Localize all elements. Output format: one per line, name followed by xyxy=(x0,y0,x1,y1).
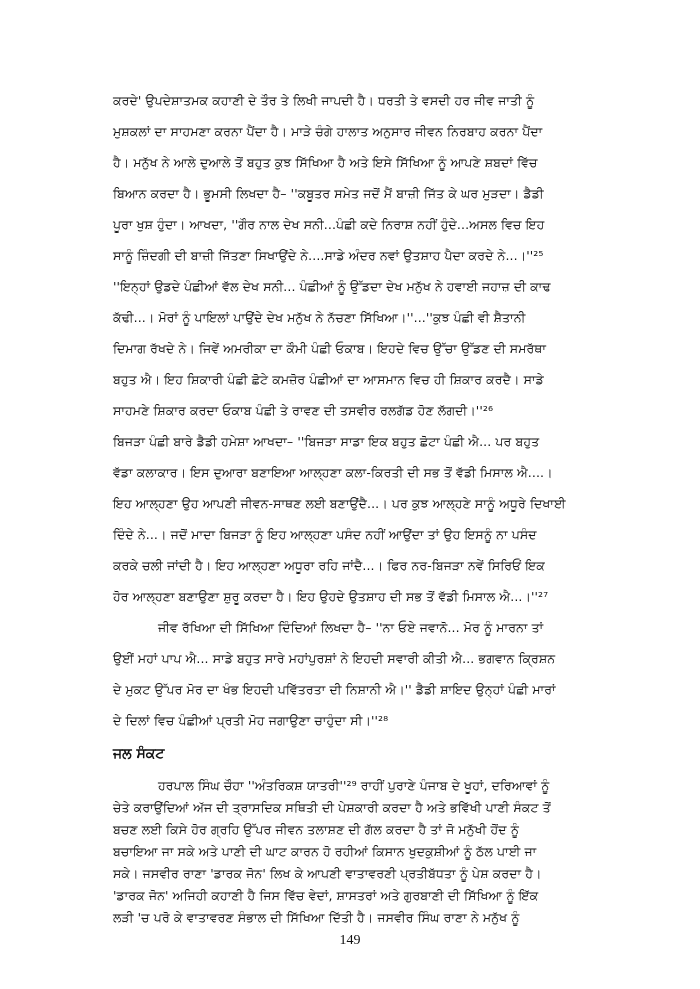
section-heading: ਜਲ ਸੰਕਟ xyxy=(113,746,165,762)
text-line: ਦਿੰਦੇ ਨੇ...। ਜਦੋਂ ਮਾਦਾ ਬਿਜੜਾ ਨੂੰ ਇਹ ਆਲ੍ਹਣਾ ਪਸੰਦ ਨਹੀਂ ਆਉਂਦਾ ਤਾਂ ਉਹ ਇਸਨੂੰ ਨਾ ਪਸੰਦ xyxy=(113,527,537,542)
text-line: ਹੋਰ ਆਲ੍ਹਣਾ ਬਣਾਉਣਾ ਸ਼ੁਰੂ ਕਰਦਾ ਹੈ। ਇਹ ਉਹਦੇ ਉਤਸ਼ਾਹ ਦੀ ਸਭ ਤੋਂ ਵੱਡੀ ਮਿਸਾਲ ਐ...।''²⁷ xyxy=(113,589,549,604)
text-line: ਬਹੁਤ ਐ। ਇਹ ਸ਼ਿਕਾਰੀ ਪੰਛੀ ਛੋਟੇ ਕਮਜ਼ੋਰ ਪੰਛੀਆਂ ਦਾ ਆਸਮਾਨ ਵਿਚ ਹੀ ਸ਼ਿਕਾਰ ਕਰਦੈ। ਸਾਡੇ xyxy=(113,372,544,387)
text-line: ਸਾਨੂੰ ਜ਼ਿੰਦਗੀ ਦੀ ਬਾਜ਼ੀ ਜਿੱਤਣਾ ਸਿਖਾਉਂਦੇ ਨੇ....ਸਾਡੇ ਅੰਦਰ ਨਵਾਂ ਉਤਸ਼ਾਹ ਪੈਦਾ ਕਰਦੇ ਨੇ...।''²⁵ xyxy=(113,248,544,263)
text-line: ਚੇਤੇ ਕਰਾਉਂਦਿਆਂ ਅੱਜ ਦੀ ਤ੍ਰਾਸਦਿਕ ਸਥਿਤੀ ਦੀ ਪੇਸ਼ਕਾਰੀ ਕਰਦਾ ਹੈ ਅਤੇ ਭਵਿੱਖੀ ਪਾਣੀ ਸੰਕਟ ਤੋਂ xyxy=(113,800,551,815)
text-line: ਦੇ ਮੁਕਟ ਉੱਪਰ ਮੋਰ ਦਾ ਖੰਭ ਇਹਦੀ ਪਵਿੱਤਰਤਾ ਦੀ ਨਿਸ਼ਾਨੀ ਐ।'' ਡੈਡੀ ਸ਼ਾਇਦ ਉਨ੍ਹਾਂ ਪੰਛੀ ਮਾਰਾਂ xyxy=(113,682,556,697)
text-line: ਉਈਂ ਮਹਾਂ ਪਾਪ ਐ... ਸਾਡੇ ਬਹੁਤ ਸਾਰੇ ਮਹਾਂਪੁਰਸ਼ਾਂ ਨੇ ਇਹਦੀ ਸਵਾਰੀ ਕੀਤੀ ਐ... ਭਗਵਾਨ ਕ੍ਰਿਸ਼ਨ xyxy=(113,651,556,666)
text-line: ਹੈ। ਮਨੁੱਖ ਨੇ ਆਲੇ ਦੁਆਲੇ ਤੋਂ ਬਹੁਤ ਕੁਝ ਸਿੱਖਿਆ ਹੈ ਅਤੇ ਇਸੇ ਸਿੱਖਿਆ ਨੂੰ ਆਪਣੇ ਸ਼ਬਦਾਂ ਵਿੱਚ xyxy=(113,155,538,170)
text-line: ਮੁਸ਼ਕਲਾਂ ਦਾ ਸਾਹਮਣਾ ਕਰਨਾ ਪੈਂਦਾ ਹੈ। ਮਾੜੇ ਚੰਗੇ ਹਾਲਾਤ ਅਨੁਸਾਰ ਜੀਵਨ ਨਿਰਬਾਹ ਕਰਨਾ ਪੈਂਦਾ xyxy=(113,124,543,139)
text-line: ਬਚਾਇਆ ਜਾ ਸਕੇ ਅਤੇ ਪਾਣੀ ਦੀ ਘਾਟ ਕਾਰਨ ਹੋ ਰਹੀਆਂ ਕਿਸਾਨ ਖੁਦਕੁਸ਼ੀਆਂ ਨੂੰ ਠੱਲ ਪਾਈ ਜਾ xyxy=(113,844,537,859)
text-line: ਬਿਆਨ ਕਰਦਾ ਹੈ। ਭੂਮਸੀ ਲਿਖਦਾ ਹੈ– ''ਕਬੂਤਰ ਸਮੇਤ ਜਦੋਂ ਮੈਂ ਬਾਜ਼ੀ ਜਿੱਤ ਕੇ ਘਰ ਮੁੜਦਾ। ਡੈਡੀ xyxy=(113,186,544,201)
text-line: ਹਰਪਾਲ ਸਿੰਘ ਚੌਹਾ ''ਅੰਤਰਿਕਸ਼ ਯਾਤਰੀ''²⁹ ਰਾਹੀਂ ਪੁਰਾਣੇ ਪੰਜਾਬ ਦੇ ਖੂਹਾਂ, ਦਰਿਆਵਾਂ ਨੂੰ xyxy=(158,778,550,793)
text-line: ਬਚਣ ਲਈ ਕਿਸੇ ਹੋਰ ਗ੍ਰਹਿ ਉੱਪਰ ਜੀਵਨ ਤਲਾਸ਼ਣ ਦੀ ਗੱਲ ਕਰਦਾ ਹੈ ਤਾਂ ਜੋ ਮਨੁੱਖੀ ਹੋਂਦ ਨੂੰ xyxy=(113,822,519,837)
text-line: ਸਾਹਮਣੇ ਸ਼ਿਕਾਰ ਕਰਦਾ ਓਕਾਬ ਪੰਛੀ ਤੇ ਰਾਵਣ ਦੀ ਤਸਵੀਰ ਰਲਗੱਡ ਹੋਣ ਲੱਗਦੀ।''²⁶ xyxy=(113,403,494,418)
text-line: ਬਿਜੜਾ ਪੰਛੀ ਬਾਰੇ ਡੈਡੀ ਹਮੇਸ਼ਾ ਆਖਦਾ– ''ਬਿਜੜਾ ਸਾਡਾ ਇਕ ਬਹੁਤ ਛੋਟਾ ਪੰਛੀ ਐ... ਪਰ ਬਹੁਤ xyxy=(113,434,540,449)
text-line: 'ਡਾਰਕ ਜੋਨ' ਅਜਿਹੀ ਕਹਾਣੀ ਹੈ ਜਿਸ ਵਿੱਚ ਵੇਦਾਂ, ਸ਼ਾਸਤਰਾਂ ਅਤੇ ਗੁਰਬਾਣੀ ਦੀ ਸਿੱਖਿਆ ਨੂੰ ਇੱਕ xyxy=(113,888,539,903)
text-line: ਕਰਦੇ' ਉਪਦੇਸ਼ਾਤਮਕ ਕਹਾਣੀ ਦੇ ਤੌਰ ਤੇ ਲਿਖੀ ਜਾਪਦੀ ਹੈ। ਧਰਤੀ ਤੇ ਵਸਦੀ ਹਰ ਜੀਵ ਜਾਤੀ ਨੂੰ xyxy=(113,93,535,108)
text-line: ਦੇ ਦਿਲਾਂ ਵਿਚ ਪੰਛੀਆਂ ਪ੍ਰਤੀ ਮੋਹ ਜਗਾਉਣਾ ਚਾਹੁੰਦਾ ਸੀ।''²⁸ xyxy=(113,713,389,728)
text-line: ਕਰਕੇ ਚਲੀ ਜਾਂਦੀ ਹੈ। ਇਹ ਆਲ੍ਹਣਾ ਅਧੂਰਾ ਰਹਿ ਜਾਂਦੈ...। ਫਿਰ ਨਰ-ਬਿਜੜਾ ਨਵੇਂ ਸਿਰਿਓਂ ਇਕ xyxy=(113,558,545,573)
text-line: ਵੱਡਾ ਕਲਾਕਾਰ। ਇਸ ਦੁਆਰਾ ਬਣਾਇਆ ਆਲ੍ਹਣਾ ਕਲਾ-ਕਿਰਤੀ ਦੀ ਸਭ ਤੋਂ ਵੱਡੀ ਮਿਸਾਲ ਐ....। xyxy=(113,465,553,480)
text-line: ਜੀਵ ਰੱਖਿਆ ਦੀ ਸਿੱਖਿਆ ਦਿੰਦਿਆਂ ਲਿਖਦਾ ਹੈ– ''ਨਾ ਓਏ ਜਵਾਨੋ... ਮੋਰ ਨੂੰ ਮਾਰਨਾ ਤਾਂ xyxy=(158,620,544,635)
text-line: ਪੂਰਾ ਖੁਸ਼ ਹੁੰਦਾ। ਆਖਦਾ, ''ਗੌਰ ਨਾਲ ਦੇਖ ਸਨੀ...ਪੰਛੀ ਕਦੇ ਨਿਰਾਸ਼ ਨਹੀਂ ਹੁੰਦੇ...ਅਸਲ ਵਿਚ ਇਹ xyxy=(113,217,545,232)
text-line: ''ਇਨ੍ਹਾਂ ਉਡਦੇ ਪੰਛੀਆਂ ਵੱਲ ਦੇਖ ਸਨੀ... ਪੰਛੀਆਂ ਨੂੰ ਉੱਡਦਾ ਦੇਖ ਮਨੁੱਖ ਨੇ ਹਵਾਈ ਜਹਾਜ਼ ਦੀ ਕਾਢ xyxy=(113,279,551,294)
text-line: ਇਹ ਆਲ੍ਹਣਾ ਉਹ ਆਪਣੀ ਜੀਵਨ-ਸਾਥਣ ਲਈ ਬਣਾਉਂਦੈ...। ਪਰ ਕੁਝ ਆਲ੍ਹਣੇ ਸਾਨੂੰ ਅਧੂਰੇ ਦਿਖਾਈ xyxy=(113,496,566,511)
text-line: ਕੱਢੀ...। ਮੋਰਾਂ ਨੂੰ ਪਾਇਲਾਂ ਪਾਉਂਦੇ ਦੇਖ ਮਨੁੱਖ ਨੇ ਨੱਚਣਾ ਸਿੱਖਿਆ।''...''ਕੁਝ ਪੰਛੀ ਵੀ ਸ਼ੈਤਾਨੀ xyxy=(113,310,526,325)
text-line: ਸਕੇ। ਜਸਵੀਰ ਰਾਣਾ 'ਡਾਰਕ ਜੋਨ' ਲਿਖ ਕੇ ਆਪਣੀ ਵਾਤਾਵਰਣੀ ਪ੍ਰਤੀਬੱਧਤਾ ਨੂੰ ਪੇਸ਼ ਕਰਦਾ ਹੈ। xyxy=(113,866,542,881)
page-number: 149 xyxy=(339,933,361,948)
text-line: ਦਿਮਾਗ ਰੱਖਦੇ ਨੇ। ਜਿਵੇਂ ਅਮਰੀਕਾ ਦਾ ਕੌਮੀ ਪੰਛੀ ਓਕਾਬ। ਇਹਦੇ ਵਿਚ ਉੱਚਾ ਉੱਡਣ ਦੀ ਸਮਰੱਥਾ xyxy=(113,341,546,356)
text-line: ਲੜੀ 'ਚ ਪਰੋ ਕੇ ਵਾਤਾਵਰਣ ਸੰਭਾਲ ਦੀ ਸਿੱਖਿਆ ਦਿੱਤੀ ਹੈ। ਜਸਵੀਰ ਸਿੰਘ ਰਾਣਾ ਨੇ ਮਨੁੱਖ ਨੂੰ xyxy=(113,910,520,925)
